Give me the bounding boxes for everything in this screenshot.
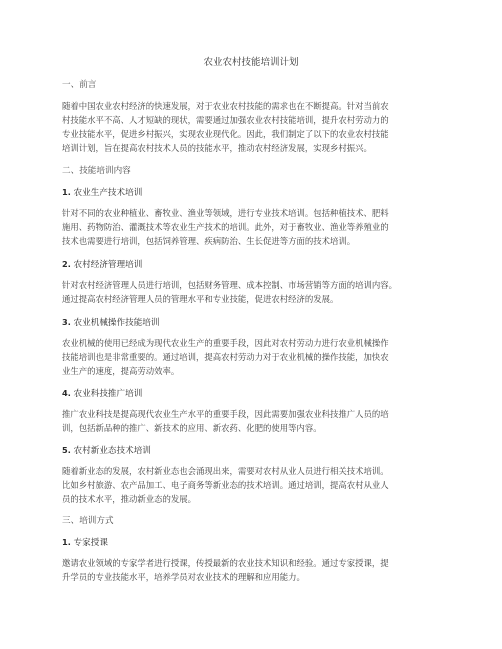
paragraph-line: 培训计划，旨在提高农村技术人员的技能水平，推动农村经济发展，实现乡村振兴。 (62, 143, 372, 153)
item-title: 农业生产技术培训 (73, 188, 143, 198)
economic-management-paragraph (62, 278, 440, 306)
item-title: 农业科技推广培训 (73, 389, 143, 399)
item-number: 4. (62, 388, 71, 398)
paragraph-line: 技能培训也是非常重要的。通过培训，提高农村劳动力对于农业机械的操作技能，加快农 (62, 352, 389, 362)
agri-production-paragraph (62, 206, 440, 248)
item-number: 2. (62, 259, 71, 269)
section-heading-training-methods: 三、培训方式 (62, 516, 114, 526)
subheading-new-business (62, 444, 151, 457)
new-business-paragraph (62, 464, 440, 506)
paragraph-line: 针对不同的农业种植业、畜牧业、渔业等领域，进行专业技术培训。包括种植技术、肥料 (62, 208, 389, 218)
item-number: 5. (62, 445, 71, 455)
paragraph-line: 邀请农业领域的专家学者进行授课，传授最新的农业技术知识和经验。通过专家授课，提 (62, 558, 389, 568)
item-title: 农村新业态技术培训 (73, 446, 151, 456)
paragraph-line: 比如乡村旅游、农产品加工、电子商务等新业态的技术培训。通过培训，提高农村从业人 (62, 480, 389, 490)
paragraph-line: 随着中国农业农村经济的快速发展，对于农业农村技能的需求也在不断提高。针对当前农 (62, 101, 389, 111)
section-heading-training-content: 二、技能培训内容 (62, 166, 131, 176)
item-number: 3. (62, 317, 71, 327)
paragraph-line: 推广农业科技是提高现代农业生产水平的重要手段，因此需要加强农业科技推广人员的培 (62, 409, 389, 419)
paragraph-line: 农业机械的使用已经成为现代农业生产的重要手段，因此对农村劳动力进行农业机械操作 (62, 338, 389, 348)
item-title: 农村经济管理培训 (73, 260, 143, 270)
paragraph-line: 通过提高农村经济管理人员的管理水平和专业技能，促进农村经济的发展。 (62, 294, 339, 304)
paragraph-line: 随着新业态的发展，农村新业态也会涌现出来，需要对农村从业人员进行相关技术培训。 (62, 466, 389, 476)
subheading-machinery-operation (62, 316, 160, 329)
section-heading-preface: 一、前言 (62, 80, 97, 90)
item-title: 专家授课 (73, 538, 108, 548)
expert-lectures-paragraph (62, 556, 440, 584)
subheading-tech-promotion (62, 387, 142, 400)
paragraph-line: 村技能水平不高、人才短缺的现状，需要通过加强农业农村技能培训，提升农村劳动力的 (62, 115, 389, 125)
paragraph-line: 专业技能水平，促进乡村振兴，实现农业现代化。因此，我们制定了以下的农业农村技能 (62, 129, 389, 139)
subheading-agri-production (62, 186, 142, 199)
item-number: 1. (62, 187, 71, 197)
paragraph-line: 业生产的速度，提高劳动效率。 (62, 366, 180, 376)
paragraph-line: 升学员的专业技能水平，培养学员对农业技术的理解和应用能力。 (62, 572, 305, 582)
document-title: 农业农村技能培训计划 (203, 57, 299, 68)
item-number: 1. (62, 537, 71, 547)
paragraph-line: 员的技术水平，推动新业态的发展。 (62, 494, 196, 504)
paragraph-line: 训，包括新品种的推广、新技术的应用、新农药、化肥的使用等内容。 (62, 423, 322, 433)
machinery-operation-paragraph (62, 336, 440, 378)
paragraph-line: 施用、药物防治、灌溉技术等农业生产技术的培训。此外，对于畜牧业、渔业等养殖业的 (62, 222, 389, 232)
paragraph-line: 针对农村经济管理人员进行培训，包括财务管理、成本控制、市场营销等方面的培训内容。 (62, 280, 397, 290)
preface-paragraph (62, 99, 440, 155)
tech-promotion-paragraph (62, 407, 440, 435)
subheading-expert-lectures (62, 536, 108, 549)
paragraph-line: 技术也需要进行培训，包括饲养管理、疾病防治、生长促进等方面的技术培训。 (62, 236, 356, 246)
item-title: 农业机械操作技能培训 (73, 318, 160, 328)
subheading-economic-management (62, 258, 142, 271)
